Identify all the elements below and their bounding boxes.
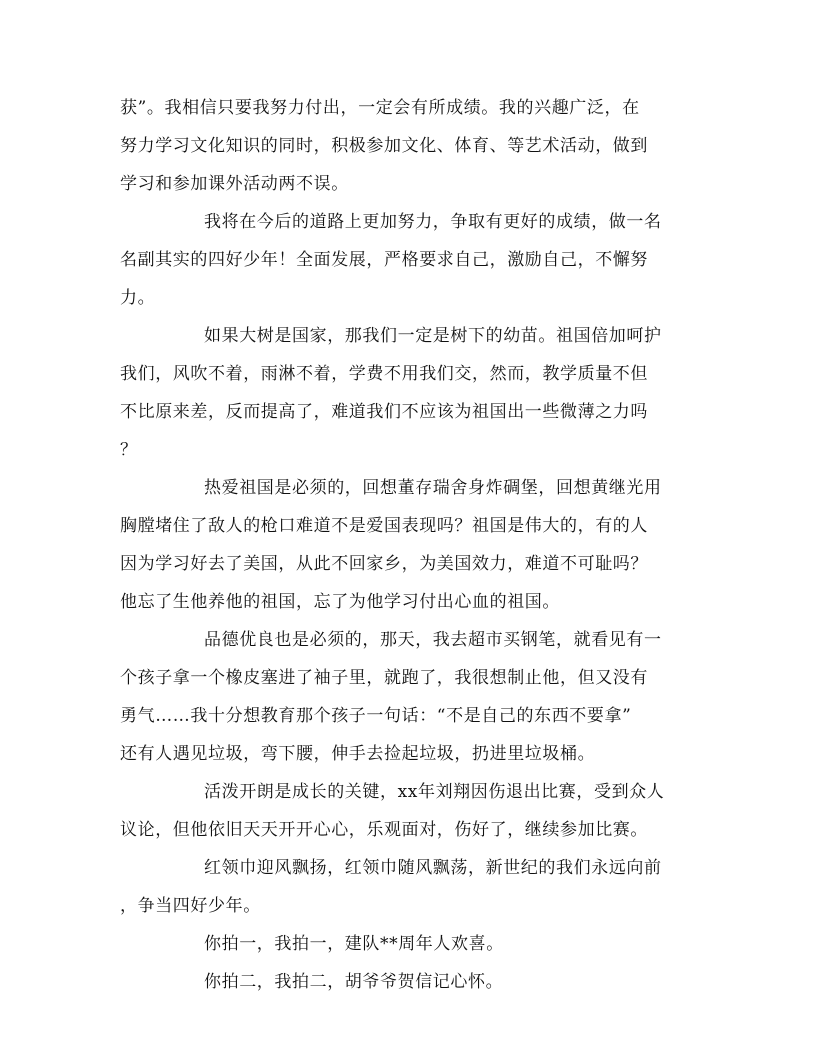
text-line: 不比原来差，反而提高了，难道我们不应该为祖国出一些微薄之力吗 — [120, 402, 648, 422]
text-line: 我们，风吹不着，雨淋不着，学费不用我们交，然而，教学质量不但 — [120, 364, 648, 384]
rhyme-line: 你拍二，我拍二，胡爷爷贺信记心怀。 — [204, 972, 504, 992]
text-line: 因为学习好去了美国，从此不回家乡，为美国效力，难道不可耻吗？ — [120, 554, 648, 574]
text-line: 力。 — [120, 288, 156, 308]
text-line: 获”。我相信只要我努力付出，一定会有所成绩。我的兴趣广泛，在 — [120, 98, 640, 118]
paragraph-first-line: 活泼开朗是成长的关键，xx年刘翔因伤退出比赛，受到众人 — [204, 782, 665, 802]
text-line: 努力学习文化知识的同时，积极参加文化、体育、等艺术活动，做到 — [120, 136, 648, 156]
text-line: 勇气……我十分想教育那个孩子一句话：“不是自己的东西不要拿” — [120, 706, 632, 726]
text-line: 学习和参加课外活动两不误。 — [120, 174, 349, 194]
text-line: 他忘了生他养他的祖国，忘了为他学习付出心血的祖国。 — [120, 592, 560, 612]
text-line: 还有人遇见垃圾，弯下腰，伸手去捡起垃圾，扔进里垃圾桶。 — [120, 744, 596, 764]
paragraph-first-line: 热爱祖国是必须的，回想董存瑞舍身炸碉堡，回想黄继光用 — [204, 478, 662, 498]
text-line: ，争当四好少年。 — [120, 896, 261, 916]
text-line: 胸膛堵住了敌人的枪口难道不是爱国表现吗？祖国是伟大的，有的人 — [120, 516, 648, 536]
text-line: ？ — [120, 440, 138, 460]
rhyme-line: 你拍一，我拍一，建队**周年人欢喜。 — [204, 934, 504, 954]
paragraph-first-line: 红领巾迎风飘扬，红领巾随风飘荡，新世纪的我们永远向前 — [204, 858, 662, 878]
paragraph-first-line: 品德优良也是必须的，那天，我去超市买钢笔，就看见有一 — [204, 630, 662, 650]
paragraph-first-line: 我将在今后的道路上更加努力，争取有更好的成绩，做一名 — [204, 212, 662, 232]
text-line: 名副其实的四好少年！全面发展，严格要求自己，激励自己，不懈努 — [120, 250, 648, 270]
text-line: 议论，但他依旧天天开开心心，乐观面对，伤好了，继续参加比赛。 — [120, 820, 648, 840]
text-line: 个孩子拿一个橡皮塞进了袖子里，就跑了，我很想制止他，但又没有 — [120, 668, 648, 688]
paragraph-first-line: 如果大树是国家，那我们一定是树下的幼苗。祖国倍加呵护 — [204, 326, 662, 346]
